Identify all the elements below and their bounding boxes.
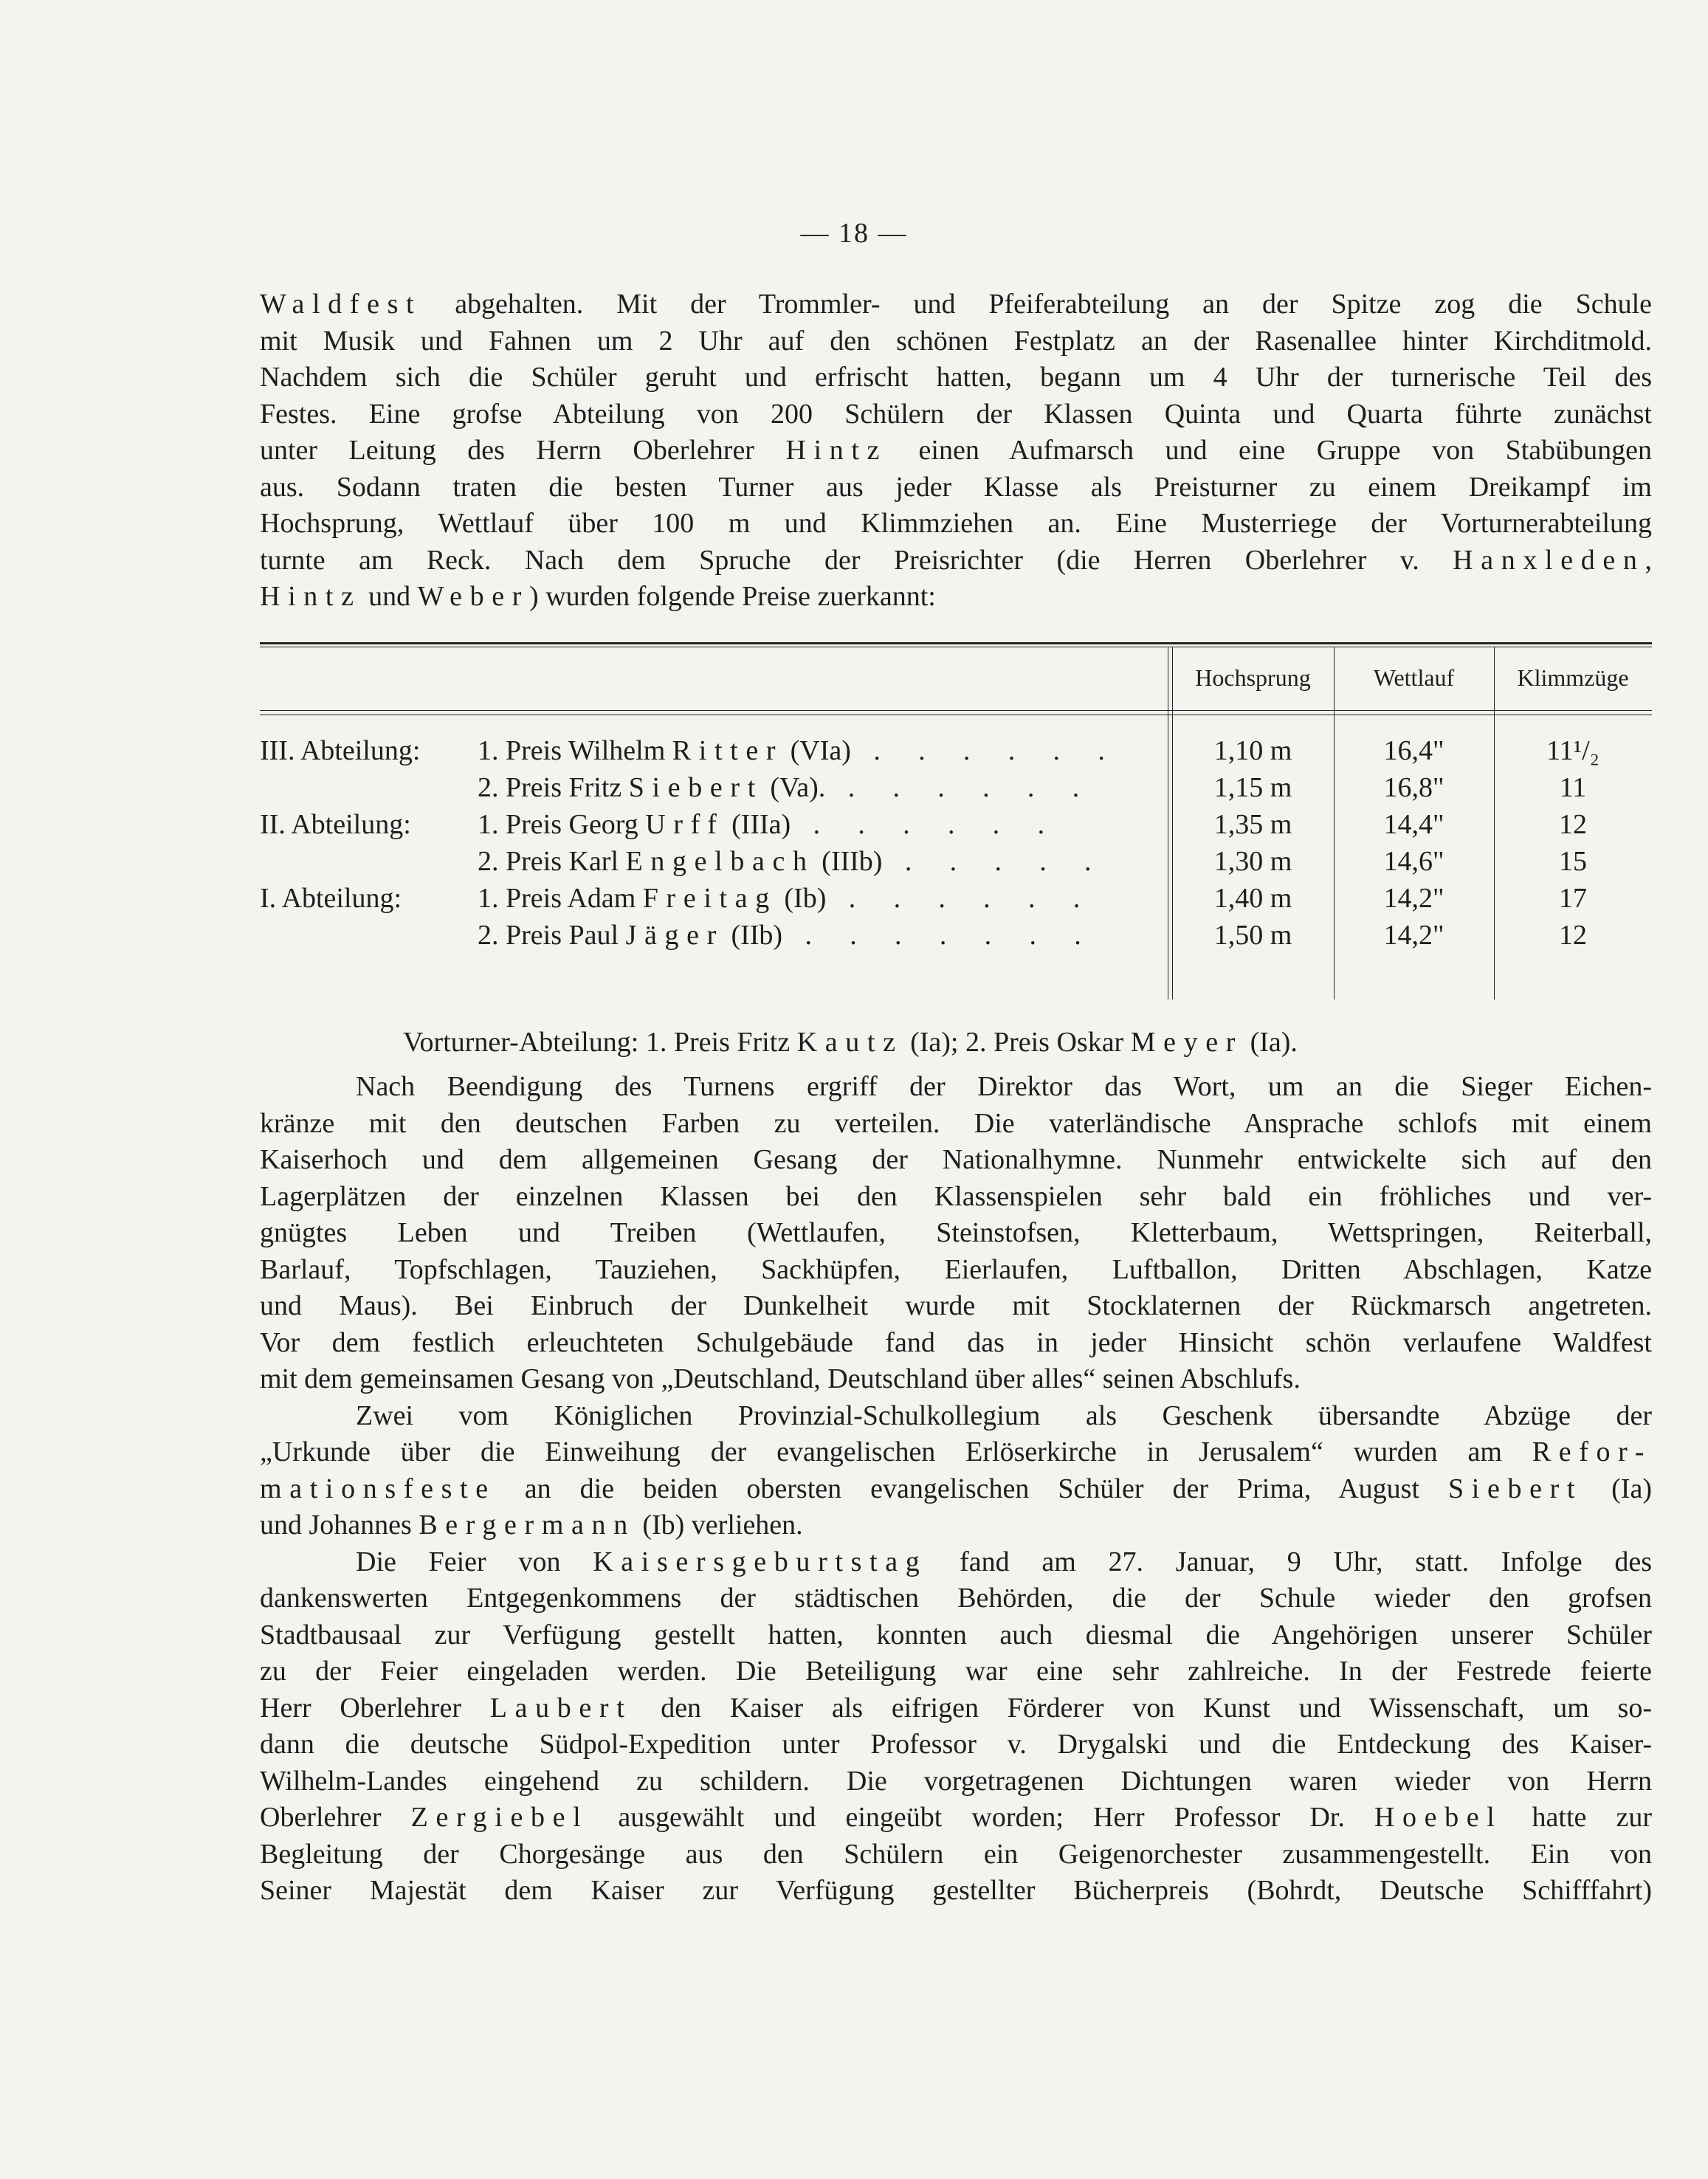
text-run: und Maus). Bei Einbruch der Dunkelheit wurde mit Stocklaternen der Rückmarsch angetreten. xyxy=(260,1290,1652,1321)
prize-label: 1. Preis Adam xyxy=(478,883,643,914)
text-run: dann die deutsche Südpol-Expedition unter Professor v. Drygalski und die Entdeckung des Kaiser- xyxy=(260,1729,1652,1760)
text-run: Die Feier von xyxy=(356,1546,593,1577)
winner-name: Jäger xyxy=(625,920,724,951)
text-line xyxy=(260,1544,1652,1581)
text-line xyxy=(260,1580,1652,1617)
klimmzuege-cell: 17 xyxy=(1559,883,1587,914)
text-run: aus. Sodann traten die besten Turner aus jeder Klasse als Preisturner zu einem Dreikampf im xyxy=(260,471,1652,503)
text-run: hatte zur xyxy=(1502,1802,1652,1833)
text-line xyxy=(260,543,1652,579)
klimmzuege-cell: 15 xyxy=(1559,846,1587,877)
text-run: unter Leitung des Herrn Oberlehrer xyxy=(260,435,786,466)
winner-name: Siebert xyxy=(628,772,763,803)
text-run: Stadtbausaal zur Verfügung gestellt hatten, konnten auch diesmal die Angehörigen unserer Schüler xyxy=(260,1619,1652,1650)
prize-cell xyxy=(478,771,1164,804)
text-run: Nachdem sich die Schüler geruht und erfrischt hatten, begann um 4 Uhr der turnerische Teil des xyxy=(260,362,1652,393)
winner-name: Ritter xyxy=(672,735,784,766)
text-run: ausgewählt und eingeübt worden; Herr Professor Dr. xyxy=(588,1802,1374,1833)
spaced-name: Zergiebel xyxy=(410,1802,589,1833)
table-rule xyxy=(260,642,1652,644)
text-run: und Johannes xyxy=(260,1510,419,1541)
text-run: Vor dem festlich erleuchteten Schulgebäude fand das in jeder Hinsicht schön verlaufene Waldfest xyxy=(260,1326,1652,1358)
text-line xyxy=(260,1763,1652,1800)
text-run: an die beiden obersten evangelischen Schüler der Prima, August xyxy=(495,1473,1449,1504)
text-run: mit Musik und Fahnen um 2 Uhr auf den schönen Festplatz an der Rasenallee hinter Kirchditmold. xyxy=(260,325,1652,357)
text-line xyxy=(260,1398,1652,1435)
text-run: Hochsprung, Wettlauf über 100 m und Klimmziehen an. Eine Musterriege der Vorturnerabteilung xyxy=(260,508,1652,539)
text-run: fand am 27. Januar, 9 Uhr, statt. Infolge des xyxy=(927,1546,1652,1577)
winner-name: Freitag xyxy=(642,883,777,914)
table-rule xyxy=(260,710,1652,711)
spaced-name: Weber xyxy=(417,581,530,612)
text-line xyxy=(260,1837,1652,1873)
text-run: Vorturner-Abteilung: 1. Preis Fritz xyxy=(403,1027,797,1058)
prize-cell xyxy=(478,808,1164,841)
table-row xyxy=(260,919,1652,956)
text-run: Nach Beendigung des Turnens ergriff der Direktor das Wort, um an die Sieger Eichen- xyxy=(356,1071,1652,1102)
spaced-name: Meyer xyxy=(1130,1027,1244,1058)
klimmzuege-cell: 12 xyxy=(1559,920,1587,951)
spaced-name: Bergermann xyxy=(419,1510,636,1541)
text-run: turnte am Reck. Nach dem Spruche der Preisrichter (die Herren Oberlehrer v. xyxy=(260,544,1453,576)
text-line xyxy=(260,396,1652,433)
text-run: Oberlehrer xyxy=(260,1802,411,1833)
winner-name: Engelbach xyxy=(625,846,815,877)
spaced-name: Hanxleden xyxy=(1453,544,1645,576)
text-run: (Ib) verliehen. xyxy=(635,1510,803,1541)
text-run: (Ia). xyxy=(1243,1027,1298,1058)
division-cell: II. Abteilung: xyxy=(260,809,411,840)
klimmzuege-cell: 11 xyxy=(1559,772,1587,803)
text-run: und xyxy=(361,581,418,612)
text-line xyxy=(260,1361,1652,1398)
spaced-name: mationsfeste xyxy=(260,1473,496,1504)
leader-dots: . . . . . . xyxy=(825,772,1095,803)
prize-label: 2. Preis Paul xyxy=(478,920,626,951)
spaced-name: Waldfest xyxy=(260,289,422,320)
text-run: Barlauf, Topfschlagen, Tauziehen, Sackhüpfen, Eierlaufen, Luftballon, Dritten Abschlagen, Katze xyxy=(260,1253,1652,1285)
class-label: (IIb) xyxy=(723,920,783,951)
text-run: ) wurden folgende Preise zuerkannt: xyxy=(529,581,936,612)
leader-dots: . . . . . xyxy=(882,846,1107,877)
text-run: , xyxy=(1645,544,1652,576)
text-run: abgehalten. Mit der Trommler- und Pfeiferabteilung an der Spitze zog die Schule xyxy=(421,289,1652,320)
column-header-klimmzuege: Klimmzüge xyxy=(1517,664,1629,691)
prize-label: 1. Preis Georg xyxy=(478,809,646,840)
text-run: Lagerplätzen der einzelnen Klassen bei den Klassenspielen sehr bald ein fröhliches und ver- xyxy=(260,1180,1652,1212)
prize-cell xyxy=(478,919,1164,951)
hochsprung-cell: 1,15 m xyxy=(1213,772,1292,803)
vorturner-line xyxy=(403,1026,1298,1058)
prize-cell xyxy=(478,882,1164,915)
klimmzuege-cell: 11¹/₂ xyxy=(1546,735,1599,766)
text-line xyxy=(260,506,1652,543)
text-run: Kaiserhoch und dem allgemeinen Gesang der Nationalhymne. Nunmehr entwickelte sich auf den xyxy=(260,1144,1652,1175)
text-line xyxy=(260,1252,1652,1289)
hochsprung-cell: 1,35 m xyxy=(1213,809,1292,840)
text-line xyxy=(260,359,1652,396)
text-line xyxy=(260,323,1652,360)
prize-label: 2. Preis Karl xyxy=(478,846,626,877)
prize-label: 2. Preis Fritz xyxy=(478,772,629,803)
text-line xyxy=(260,286,1652,323)
wettlauf-cell: 14,4" xyxy=(1383,809,1444,840)
leader-dots: . . . . . . xyxy=(826,883,1096,914)
prize-label: 1. Preis Wilhelm xyxy=(478,735,672,766)
text-line xyxy=(260,1434,1652,1471)
hochsprung-cell: 1,40 m xyxy=(1213,883,1292,914)
class-label: (VIa) xyxy=(783,735,851,766)
text-run: gnügtes Leben und Treiben (Wettlaufen, Steinstofsen, Kletterbaum, Wettspringen, Reiterball, xyxy=(260,1217,1652,1248)
text-line xyxy=(260,1653,1652,1690)
class-label: (IIIa) xyxy=(724,809,791,840)
text-run: einen Aufmarsch und eine Gruppe von Stabübungen xyxy=(887,435,1652,466)
table-row xyxy=(260,771,1652,808)
text-run: mit dem gemeinsamen Gesang von „Deutschland, Deutschland über alles“ seinen Abschlufs. xyxy=(260,1363,1301,1394)
spaced-name: Hoebel xyxy=(1374,1802,1503,1833)
class-label: (IIIb) xyxy=(814,846,883,877)
text-line xyxy=(260,1617,1652,1654)
text-line xyxy=(260,1800,1652,1837)
text-run: den Kaiser als eifrigen Förderer von Kunst und Wissenschaft, um so- xyxy=(632,1692,1652,1724)
hochsprung-cell: 1,10 m xyxy=(1213,735,1292,766)
table-row xyxy=(260,734,1652,771)
text-line xyxy=(260,1727,1652,1763)
after-paragraphs xyxy=(260,1069,1652,1910)
text-line xyxy=(260,1873,1652,1910)
text-line xyxy=(260,1690,1652,1727)
prize-cell xyxy=(478,734,1164,767)
leader-dots: . . . . . . . xyxy=(782,920,1097,951)
spaced-name: Kautz xyxy=(796,1027,903,1058)
text-run: kränze mit den deutschen Farben zu verteilen. Die vaterländische Ansprache schlofs mit einem xyxy=(260,1107,1652,1139)
text-run: Festes. Eine grofse Abteilung von 200 Schülern der Klassen Quinta und Quarta führte zunächst xyxy=(260,398,1652,430)
spaced-name: Siebert xyxy=(1448,1473,1583,1504)
text-run: Begleitung der Chorgesänge aus den Schülern ein Geigenorchester zusammengestellt. Ein von xyxy=(260,1838,1652,1870)
text-line xyxy=(260,1142,1652,1179)
text-run: (Ia); 2. Preis Oskar xyxy=(903,1027,1131,1058)
text-run: Zwei vom Königlichen Provinzial-Schulkollegium als Geschenk übersandte Abzüge der xyxy=(356,1400,1652,1431)
prize-cell xyxy=(478,845,1164,878)
spaced-name: Laubert xyxy=(489,1692,633,1724)
column-header-wettlauf: Wettlauf xyxy=(1373,664,1455,691)
leader-dots: . . . . . . xyxy=(791,809,1061,840)
text-line xyxy=(260,1106,1652,1143)
table-row xyxy=(260,845,1652,882)
text-line xyxy=(260,579,1652,616)
wettlauf-cell: 14,6" xyxy=(1383,846,1444,877)
wettlauf-cell: 16,8" xyxy=(1383,772,1444,803)
text-line xyxy=(260,433,1652,469)
text-run: (Ia) xyxy=(1583,1473,1652,1504)
winner-name: Urff xyxy=(645,809,725,840)
text-run: Wilhelm-Landes eingehend zu schildern. Die vorgetragenen Dichtungen waren wieder von Herrn xyxy=(260,1765,1652,1797)
prize-table xyxy=(260,642,1652,1058)
text-line xyxy=(260,1215,1652,1252)
klimmzuege-cell: 12 xyxy=(1559,809,1587,840)
wettlauf-cell: 14,2" xyxy=(1383,883,1444,914)
text-line xyxy=(260,1179,1652,1216)
wettlauf-cell: 16,4" xyxy=(1383,735,1444,766)
text-line xyxy=(260,1069,1652,1106)
text-line xyxy=(260,1325,1652,1362)
column-header-hochsprung: Hochsprung xyxy=(1195,664,1311,691)
text-run: „Urkunde über die Einweihung der evangelischen Erlöserkirche in Jerusalem“ wurden am xyxy=(260,1436,1532,1467)
text-run: Herr Oberlehrer xyxy=(260,1692,490,1724)
text-line xyxy=(260,1288,1652,1325)
text-line xyxy=(260,1471,1652,1508)
hochsprung-cell: 1,30 m xyxy=(1213,846,1292,877)
hochsprung-cell: 1,50 m xyxy=(1213,920,1292,951)
class-label: (Va). xyxy=(762,772,826,803)
spaced-name: Hintz xyxy=(260,581,362,612)
division-cell: III. Abteilung: xyxy=(260,735,421,766)
text-run: zu der Feier eingeladen werden. Die Beteiligung war eine sehr zahlreiche. In der Festrede feierte xyxy=(260,1656,1652,1687)
spaced-name: Refor- xyxy=(1532,1436,1652,1467)
spaced-name: Hintz xyxy=(785,435,888,466)
table-row xyxy=(260,882,1652,919)
wettlauf-cell: 14,2" xyxy=(1383,920,1444,951)
leader-dots: . . . . . . xyxy=(850,735,1120,766)
text-run: dankenswerten Entgegenkommens der städtischen Behörden, die der Schule wieder den grofsen xyxy=(260,1583,1652,1614)
text-run: Seiner Majestät dem Kaiser zur Verfügung gestellter Bücherpreis (Bohrdt, Deutsche Schifffahrt) xyxy=(260,1875,1652,1906)
intro-paragraph xyxy=(260,286,1652,616)
table-row xyxy=(260,808,1652,845)
text-line xyxy=(260,1507,1652,1544)
page-number: — 18 — xyxy=(800,218,908,249)
text-line xyxy=(260,469,1652,506)
division-cell: I. Abteilung: xyxy=(260,883,402,914)
class-label: (Ib) xyxy=(776,883,827,914)
spaced-name: Kaisersgeburtstag xyxy=(593,1546,928,1577)
